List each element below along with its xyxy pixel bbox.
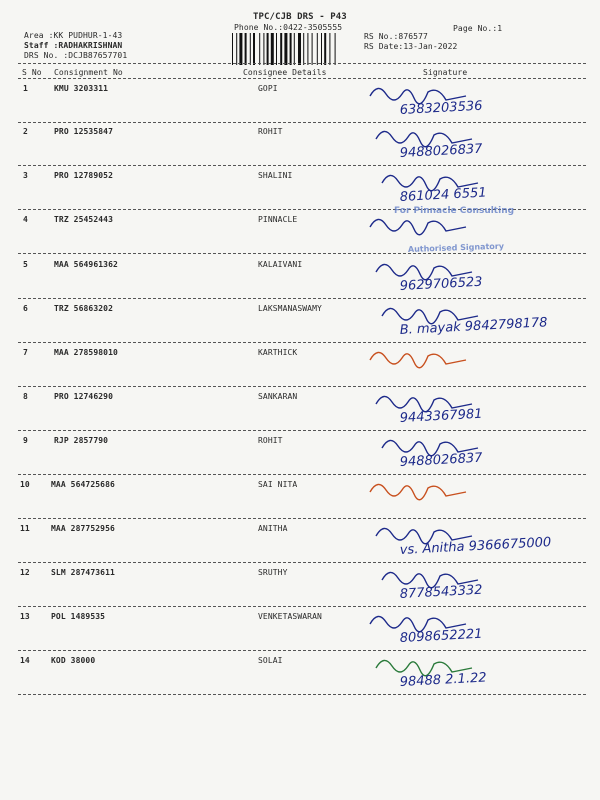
handwritten-number: 9629706523	[399, 274, 483, 294]
handwritten-number: 9488026837	[399, 141, 483, 161]
row-consignment: RJP 2857790	[54, 436, 109, 445]
row-sno: 9	[23, 436, 28, 445]
row-consignee: SHALINI	[258, 171, 293, 180]
row-sno: 1	[23, 84, 28, 93]
sheet-title: TPC/CJB DRS - P43	[253, 12, 347, 22]
row-sno: 4	[23, 215, 28, 224]
row-sno: 7	[23, 348, 28, 357]
row-consignee: SANKARAN	[258, 392, 298, 401]
row-consignment: POL 1489535	[51, 612, 106, 621]
drs-number: DRS No. :DCJB87657701	[24, 51, 128, 60]
row-consignment: MAA 287752956	[51, 524, 115, 533]
page-number: Page No.:1	[453, 24, 503, 33]
row-sno: 8	[23, 392, 28, 401]
row-sno: 14	[20, 656, 30, 665]
row-sno: 5	[23, 260, 28, 269]
row-sno: 6	[23, 304, 28, 313]
stamp-company-text: For Pinnacle Consulting	[394, 206, 515, 216]
row-sno: 13	[20, 612, 30, 621]
handwritten-number: 8098652221	[399, 626, 483, 646]
row-consignee: ROHIT	[258, 436, 283, 445]
row-consignee: KALAIVANI	[258, 260, 303, 269]
row-consignee: ROHIT	[258, 127, 283, 136]
row-consignee: SRUTHY	[258, 568, 288, 577]
row-consignee: PINNACLE	[258, 215, 298, 224]
handwritten-number: 9488026837	[399, 450, 483, 470]
handwritten-number: 98488 2.1.22	[399, 670, 487, 690]
signature-scribble	[370, 484, 466, 499]
phone-number: Phone No.:0422-3505555	[234, 23, 343, 32]
row-consignment: SLM 287473611	[51, 568, 115, 577]
row-consignment: MAA 564961362	[54, 260, 118, 269]
row-consignment: KMU 3203311	[54, 84, 109, 93]
area-label: Area :KK PUDHUR-1-43	[24, 31, 123, 40]
signature-scribble	[370, 352, 466, 367]
row-consignee: LAKSMANASWAMY	[258, 304, 322, 313]
staff-label: Staff :RADHAKRISHNAN	[24, 41, 123, 50]
header-divider	[18, 63, 586, 64]
row-sno: 10	[20, 480, 30, 489]
row-sno: 12	[20, 568, 30, 577]
handwritten-number: 9443367981	[399, 406, 483, 426]
row-divider	[18, 694, 586, 695]
row-consignment: PRO 12535847	[54, 127, 113, 136]
handwritten-number: 8778543332	[399, 582, 483, 602]
handwritten-number: 6383203536	[399, 98, 483, 118]
rs-date: RS Date:13-Jan-2022	[364, 42, 458, 51]
row-consignee: SAI NITA	[258, 480, 298, 489]
barcode	[231, 33, 361, 65]
col-signature: Signature	[423, 68, 468, 77]
row-consignment: MAA 278598010	[54, 348, 118, 357]
row-signature	[330, 646, 590, 706]
row-sno: 11	[20, 524, 30, 533]
row-sno: 2	[23, 127, 28, 136]
row-consignee: VENKETASWARAN	[258, 612, 322, 621]
row-consignment: PRO 12789052	[54, 171, 113, 180]
handwritten-number: vs. Anitha 9366675000	[399, 535, 552, 558]
row-consignee: KARTHICK	[258, 348, 298, 357]
company-stamp	[380, 195, 540, 265]
col-sno: S No	[22, 68, 42, 77]
col-consignment: Consignment No	[54, 68, 123, 77]
rs-number: RS No.:876577	[364, 32, 428, 41]
handwritten-number: B. mayak 9842798178	[399, 315, 548, 338]
row-consignee: SOLAI	[258, 656, 283, 665]
row-consignment: PRO 12746290	[54, 392, 113, 401]
row-consignment: MAA 564725686	[51, 480, 115, 489]
row-sno: 3	[23, 171, 28, 180]
row-consignee: GOPI	[258, 84, 278, 93]
stamp-authorised-text: Authorised Signatory	[407, 241, 505, 254]
row-consignee: ANITHA	[258, 524, 288, 533]
handwritten-number: 861024 6551	[399, 185, 487, 205]
row-consignment: KOD 38000	[51, 656, 96, 665]
row-consignment: TRZ 25452443	[54, 215, 113, 224]
row-consignment: TRZ 56863202	[54, 304, 113, 313]
col-consignee: Consignee Details	[243, 68, 327, 77]
